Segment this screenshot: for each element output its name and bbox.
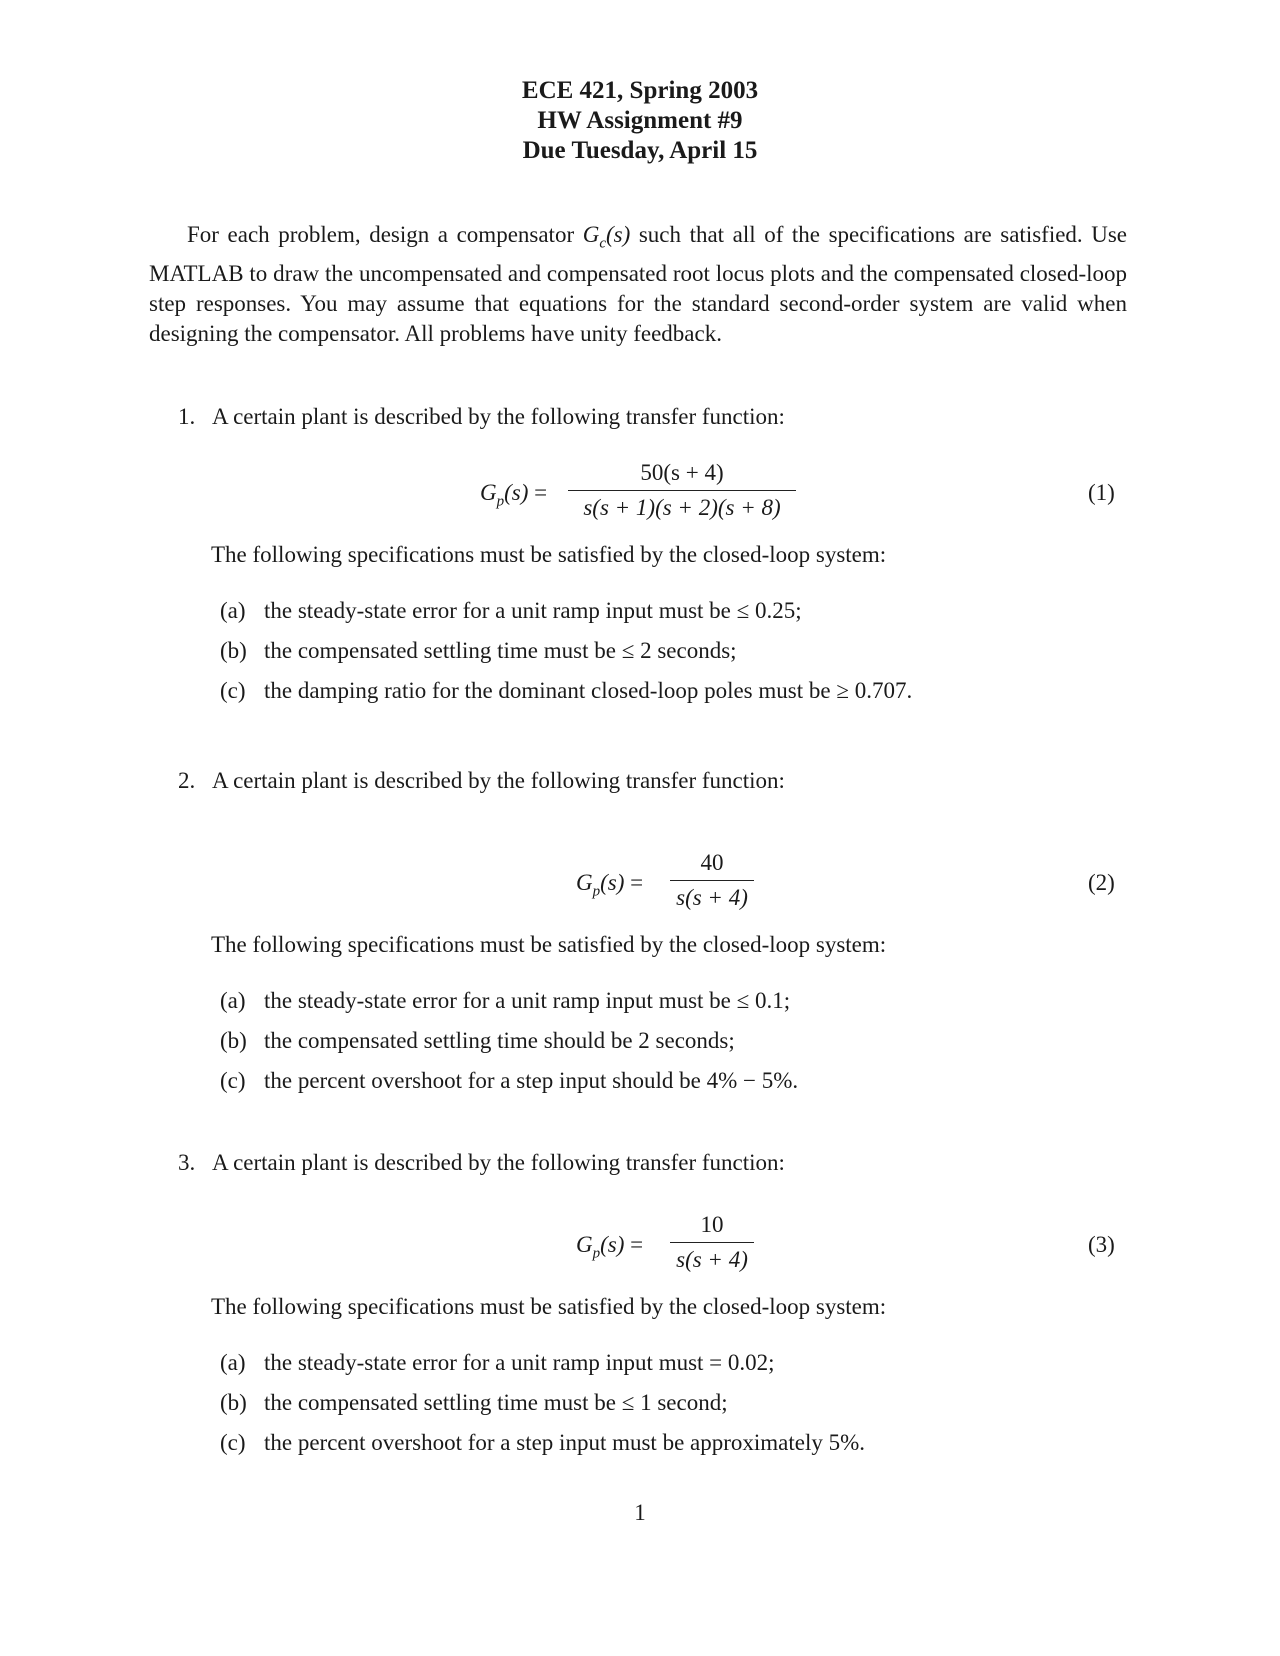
spec-text: the steady-state error for a unit ramp input must = 0.02;: [264, 1350, 775, 1375]
equation-lhs: [576, 1232, 643, 1263]
equation-number-2: (2): [1088, 870, 1115, 895]
fraction-bar: [670, 1242, 754, 1243]
lhs-argument: (s): [504, 480, 529, 505]
spec-label: (a): [220, 598, 246, 623]
lhs-subscript: p: [496, 493, 505, 510]
denominator: s(s + 4): [676, 885, 748, 910]
equation-2: [576, 848, 776, 920]
problem-text: A certain plant is described by the following transfer function:: [212, 404, 785, 429]
specs-intro-3: The following specifications must be satisfied by the closed-loop system:: [211, 1294, 887, 1319]
spec-text: the compensated settling time should be 2 seconds;: [264, 1028, 735, 1053]
transfer-function-fraction: [670, 848, 754, 913]
numerator: 10: [700, 1212, 724, 1237]
spec-label: (c): [220, 1068, 246, 1093]
intro-paragraph: [149, 220, 1127, 349]
equals-sign: =: [630, 870, 644, 895]
course-title: ECE 421, Spring 2003: [521, 77, 759, 104]
spec-label: (a): [220, 988, 246, 1013]
assignment-title: HW Assignment #9: [537, 107, 743, 134]
equation-number-3: (3): [1088, 1232, 1115, 1257]
intro-text-before: For each problem, design a compensator: [187, 222, 583, 247]
transfer-function-fraction: [568, 458, 796, 523]
spec-label: (c): [220, 678, 246, 703]
spec-text: the steady-state error for a unit ramp input must be ≤ 0.1;: [264, 988, 791, 1013]
spec-text: the damping ratio for the dominant closed-loop poles must be ≥ 0.707.: [264, 678, 913, 703]
intro-text-after: such that all of the specifications are satisfied. Use MATLAB to draw the uncompensated and compensated root locus plots and the compensated closed-loop step responses. You may assume that equations for the standard second-order system are valid when designing the compensator. All problems have unity feedback.: [149, 222, 1128, 346]
denominator: s(s + 4): [676, 1247, 748, 1272]
denominator: s(s + 1)(s + 2)(s + 8): [583, 495, 781, 520]
spec-item: [220, 1388, 728, 1418]
lhs-symbol: G: [576, 1232, 593, 1257]
spec-item: [220, 676, 912, 706]
document-header: [0, 76, 1280, 166]
page-number: 1: [634, 1500, 646, 1525]
problem-3-statement: [178, 1148, 785, 1178]
spec-item: [220, 1066, 798, 1096]
lhs-argument: (s): [600, 870, 625, 895]
spec-item: [220, 1348, 775, 1378]
spec-label: (b): [220, 1390, 247, 1415]
lhs-subscript: p: [592, 1245, 601, 1262]
lhs-symbol: G: [480, 480, 497, 505]
numerator: 50(s + 4): [640, 460, 724, 485]
problem-number: 2.: [178, 768, 196, 793]
compensator-argument: (s): [605, 222, 631, 247]
equation-lhs: [576, 870, 643, 901]
compensator-subscript: c: [599, 235, 606, 252]
equation-3: [576, 1210, 776, 1282]
spec-item: [220, 986, 790, 1016]
specs-intro-2: The following specifications must be satisfied by the closed-loop system:: [211, 932, 887, 957]
equation-1: [480, 458, 820, 530]
spec-item: [220, 1026, 735, 1056]
numerator: 40: [700, 850, 724, 875]
lhs-argument: (s): [600, 1232, 625, 1257]
problem-1-statement: [178, 402, 785, 432]
lhs-subscript: p: [592, 883, 601, 900]
spec-text: the percent overshoot for a step input should be 4% − 5%.: [264, 1068, 799, 1093]
spec-text: the percent overshoot for a step input must be approximately 5%.: [264, 1430, 866, 1455]
problem-number: 1.: [178, 404, 196, 429]
problem-2-statement: [178, 766, 785, 796]
equation-lhs: [480, 480, 547, 511]
spec-label: (a): [220, 1350, 246, 1375]
transfer-function-fraction: [670, 1210, 754, 1275]
problem-number: 3.: [178, 1150, 196, 1175]
spec-label: (c): [220, 1430, 246, 1455]
spec-item: [220, 596, 802, 626]
spec-item: [220, 1428, 865, 1458]
compensator-symbol: G: [582, 222, 600, 247]
due-date: Due Tuesday, April 15: [522, 137, 758, 164]
spec-label: (b): [220, 1028, 247, 1053]
specs-intro-1: The following specifications must be satisfied by the closed-loop system:: [211, 542, 887, 567]
spec-text: the compensated settling time must be ≤ 2 seconds;: [264, 638, 737, 663]
lhs-symbol: G: [576, 870, 593, 895]
equation-number-1: (1): [1088, 480, 1115, 505]
spec-text: the steady-state error for a unit ramp input must be ≤ 0.25;: [264, 598, 802, 623]
spec-text: the compensated settling time must be ≤ 1 second;: [264, 1390, 728, 1415]
equals-sign: =: [534, 480, 548, 505]
fraction-bar: [568, 490, 796, 491]
problem-text: A certain plant is described by the following transfer function:: [212, 1150, 785, 1175]
problem-text: A certain plant is described by the following transfer function:: [212, 768, 785, 793]
spec-label: (b): [220, 638, 247, 663]
equals-sign: =: [630, 1232, 644, 1257]
spec-item: [220, 636, 737, 666]
fraction-bar: [670, 880, 754, 881]
